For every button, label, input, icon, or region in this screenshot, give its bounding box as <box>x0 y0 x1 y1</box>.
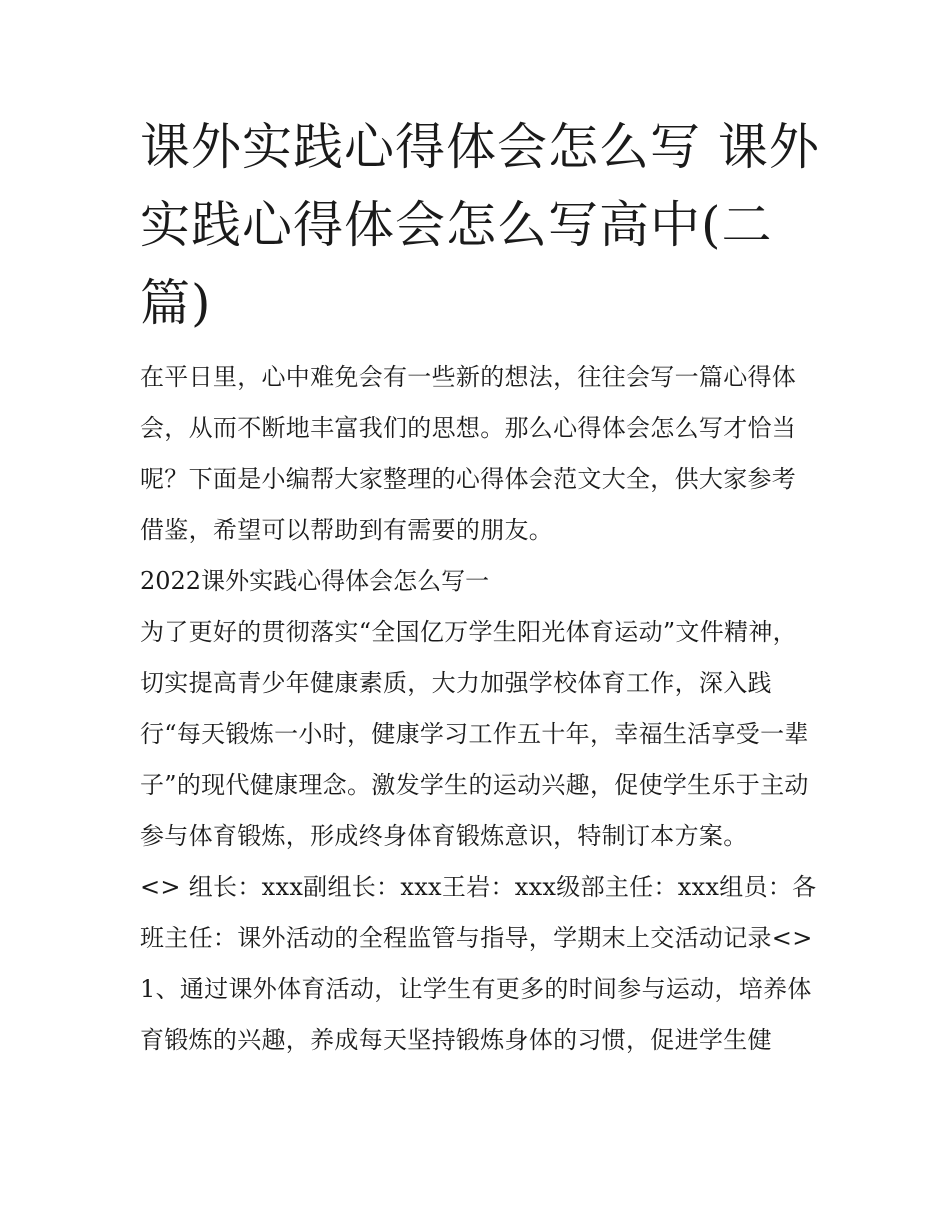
document-title: 课外实践心得体会怎么写 课外实践心得体会怎么写高中(二篇) <box>140 118 820 332</box>
section-heading: 2022课外实践心得体会怎么写一 <box>140 567 490 595</box>
body-paragraph-3: 1、通过课外体育活动，让学生有更多的时间参与运动，培养体育锻炼的兴趣，养成每天坚持锻炼身体的习惯，促进学生健 <box>140 975 812 1054</box>
body-paragraph-1: 为了更好的贯彻落实“全国亿万学生阳光体育运动”文件精神，切实提高青少年健康素质，大力加强学校体育工作，深入践行“每天锻炼一小时，健康学习工作五十年，幸福生活享受一辈子”的现代健康理念。激发学生的运动兴趣，促使学生乐于主动参与体育锻炼，形成终身体育锻炼意识，特制订本方案。 <box>140 618 809 850</box>
body-paragraph-2: <> 组长：xxx副组长：xxx王岩：xxx级部主任：xxx组员：各班主任：课外活动的全程监管与指导，学期末上交活动记录<> <box>140 873 817 952</box>
document-body <box>140 108 820 1066</box>
intro-paragraph: 在平日里，心中难免会有一些新的想法，往往会写一篇心得体会，从而不断地丰富我们的思想。那么心得体会怎么写才恰当呢？下面是小编帮大家整理的心得体会范文大全，供大家参考借鉴，希望可以帮助到有需要的朋友。 <box>140 363 797 544</box>
